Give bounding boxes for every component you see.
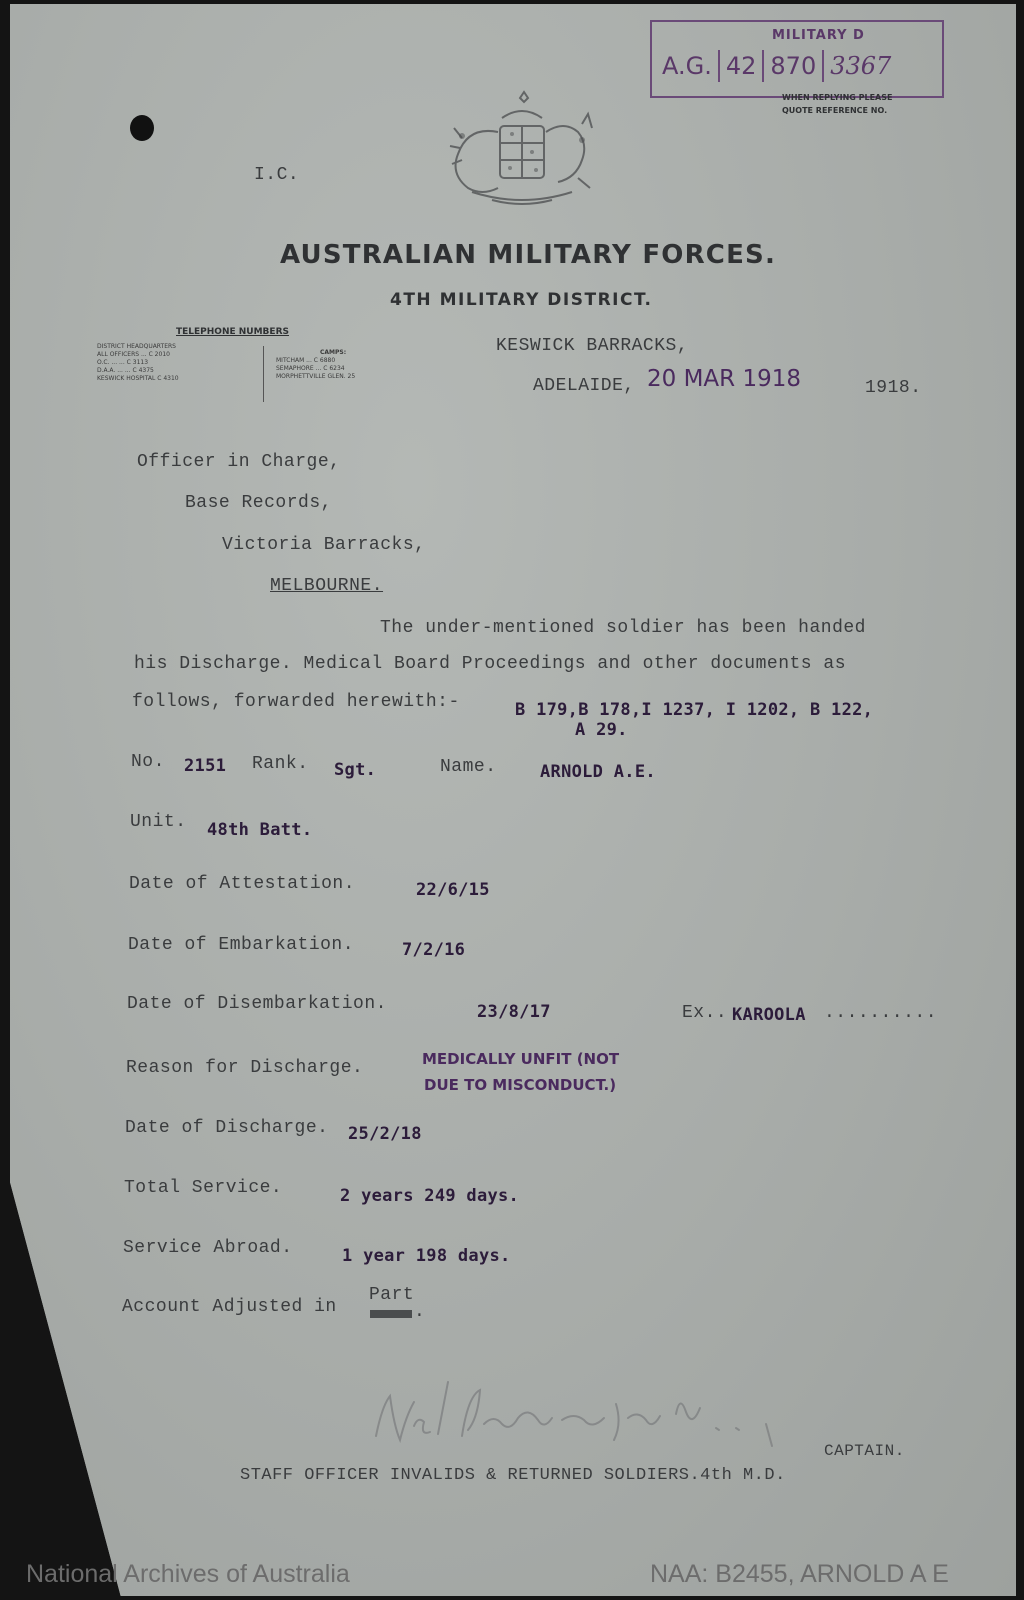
reason-line-2: DUE TO MISCONDUCT.) — [424, 1076, 617, 1094]
discharge-value: 25/2/18 — [348, 1124, 422, 1144]
documents-list: B 179,B 178,I 1237, I 1202, B 122, — [515, 700, 874, 720]
documents-list-cont: A 29. — [575, 720, 628, 740]
handwritten-signature — [366, 1374, 786, 1454]
reference-cell: 870 — [764, 50, 824, 82]
captain-label: CAPTAIN. — [824, 1442, 905, 1460]
attestation-label: Date of Attestation. — [129, 874, 356, 894]
addressee-line-3: Victoria Barracks, — [222, 535, 426, 555]
year-label: 1918. — [865, 378, 922, 398]
rank-label: Rank. — [252, 754, 309, 774]
footer-right: NAA: B2455, ARNOLD A E — [650, 1560, 949, 1588]
telephone-right: CAMPS: MITCHAM ... C 6880 SEMAPHORE ... C 6234 MORPHETTVILLE GLEN. 25 — [276, 349, 356, 380]
ex-label: Ex.. — [682, 1003, 728, 1023]
reference-label: MILITARY D — [772, 28, 865, 43]
addressee-line-1: Officer in Charge, — [137, 452, 341, 472]
addressee-line-2: Base Records, — [185, 493, 332, 513]
ex-value: KAROOLA — [732, 1005, 806, 1025]
address-city: ADELAIDE, — [533, 376, 635, 396]
name-value: ARNOLD A.E. — [540, 762, 656, 782]
body-line-2: his Discharge. Medical Board Proceedings and other documents as — [134, 654, 847, 674]
discharge-label: Date of Discharge. — [125, 1118, 329, 1138]
address-line: KESWICK BARRACKS, — [496, 336, 689, 356]
attestation-value: 22/6/15 — [416, 880, 490, 900]
account-value: Part — [369, 1285, 415, 1305]
rank-value: Sgt. — [334, 760, 377, 780]
body-line-1: The under-mentioned soldier has been handed — [380, 618, 866, 638]
coat-of-arms-icon — [432, 88, 612, 218]
telephone-title: TELEPHONE NUMBERS — [176, 327, 289, 337]
staff-officer-line: STAFF OFFICER INVALIDS & RETURNED SOLDIERS.4th M.D. — [240, 1466, 786, 1485]
body-line-3: follows, forwarded herewith:- — [132, 692, 460, 712]
service-abroad-value: 1 year 198 days. — [342, 1246, 511, 1266]
struck-out-word — [370, 1310, 412, 1318]
ex-dots: .......... — [824, 1003, 938, 1023]
unit-label: Unit. — [130, 812, 187, 832]
reason-label: Reason for Discharge. — [126, 1058, 364, 1078]
no-label: No. — [131, 752, 165, 772]
name-label: Name. — [440, 757, 497, 777]
reference-cells — [656, 50, 938, 82]
account-label: Account Adjusted in — [122, 1297, 337, 1317]
date-stamp: 20 MAR 1918 — [647, 366, 801, 392]
reference-stamp-box — [650, 20, 944, 98]
addressee-line-4: MELBOURNE. — [270, 576, 384, 596]
reference-cell: A.G. — [656, 50, 720, 82]
total-service-value: 2 years 249 days. — [340, 1186, 520, 1206]
reference-note-1: WHEN REPLYING PLEASE — [782, 93, 893, 102]
reference-note-2: QUOTE REFERENCE NO. — [782, 106, 888, 115]
telephone-left: DISTRICT HEADQUARTERS ALL OFFICERS ... C 2010 O.C. ... ... C 3113 D.A.A. ... ... C 4375 KESWICK HOSPITAL C 4310 — [97, 343, 179, 382]
reference-cell-handwritten: 3367 — [830, 52, 892, 80]
telephone-divider — [263, 346, 264, 402]
district-heading: 4TH MILITARY DISTRICT. — [390, 290, 653, 310]
footer-left: National Archives of Australia — [26, 1560, 350, 1588]
org-heading: AUSTRALIAN MILITARY FORCES. — [280, 240, 777, 270]
reference-cell: 42 — [720, 50, 765, 82]
account-period: . — [414, 1302, 426, 1322]
disembarkation-label: Date of Disembarkation. — [127, 994, 387, 1014]
punch-hole — [130, 115, 154, 141]
ic-label: I.C. — [254, 165, 300, 185]
service-abroad-label: Service Abroad. — [123, 1238, 293, 1258]
unit-value: 48th Batt. — [207, 820, 313, 840]
embarkation-label: Date of Embarkation. — [128, 935, 355, 955]
reason-line-1: MEDICALLY UNFIT (NOT — [422, 1050, 620, 1068]
no-value: 2151 — [184, 756, 227, 776]
disembarkation-value: 23/8/17 — [477, 1002, 551, 1022]
total-service-label: Total Service. — [124, 1178, 283, 1198]
embarkation-value: 7/2/16 — [402, 940, 466, 960]
